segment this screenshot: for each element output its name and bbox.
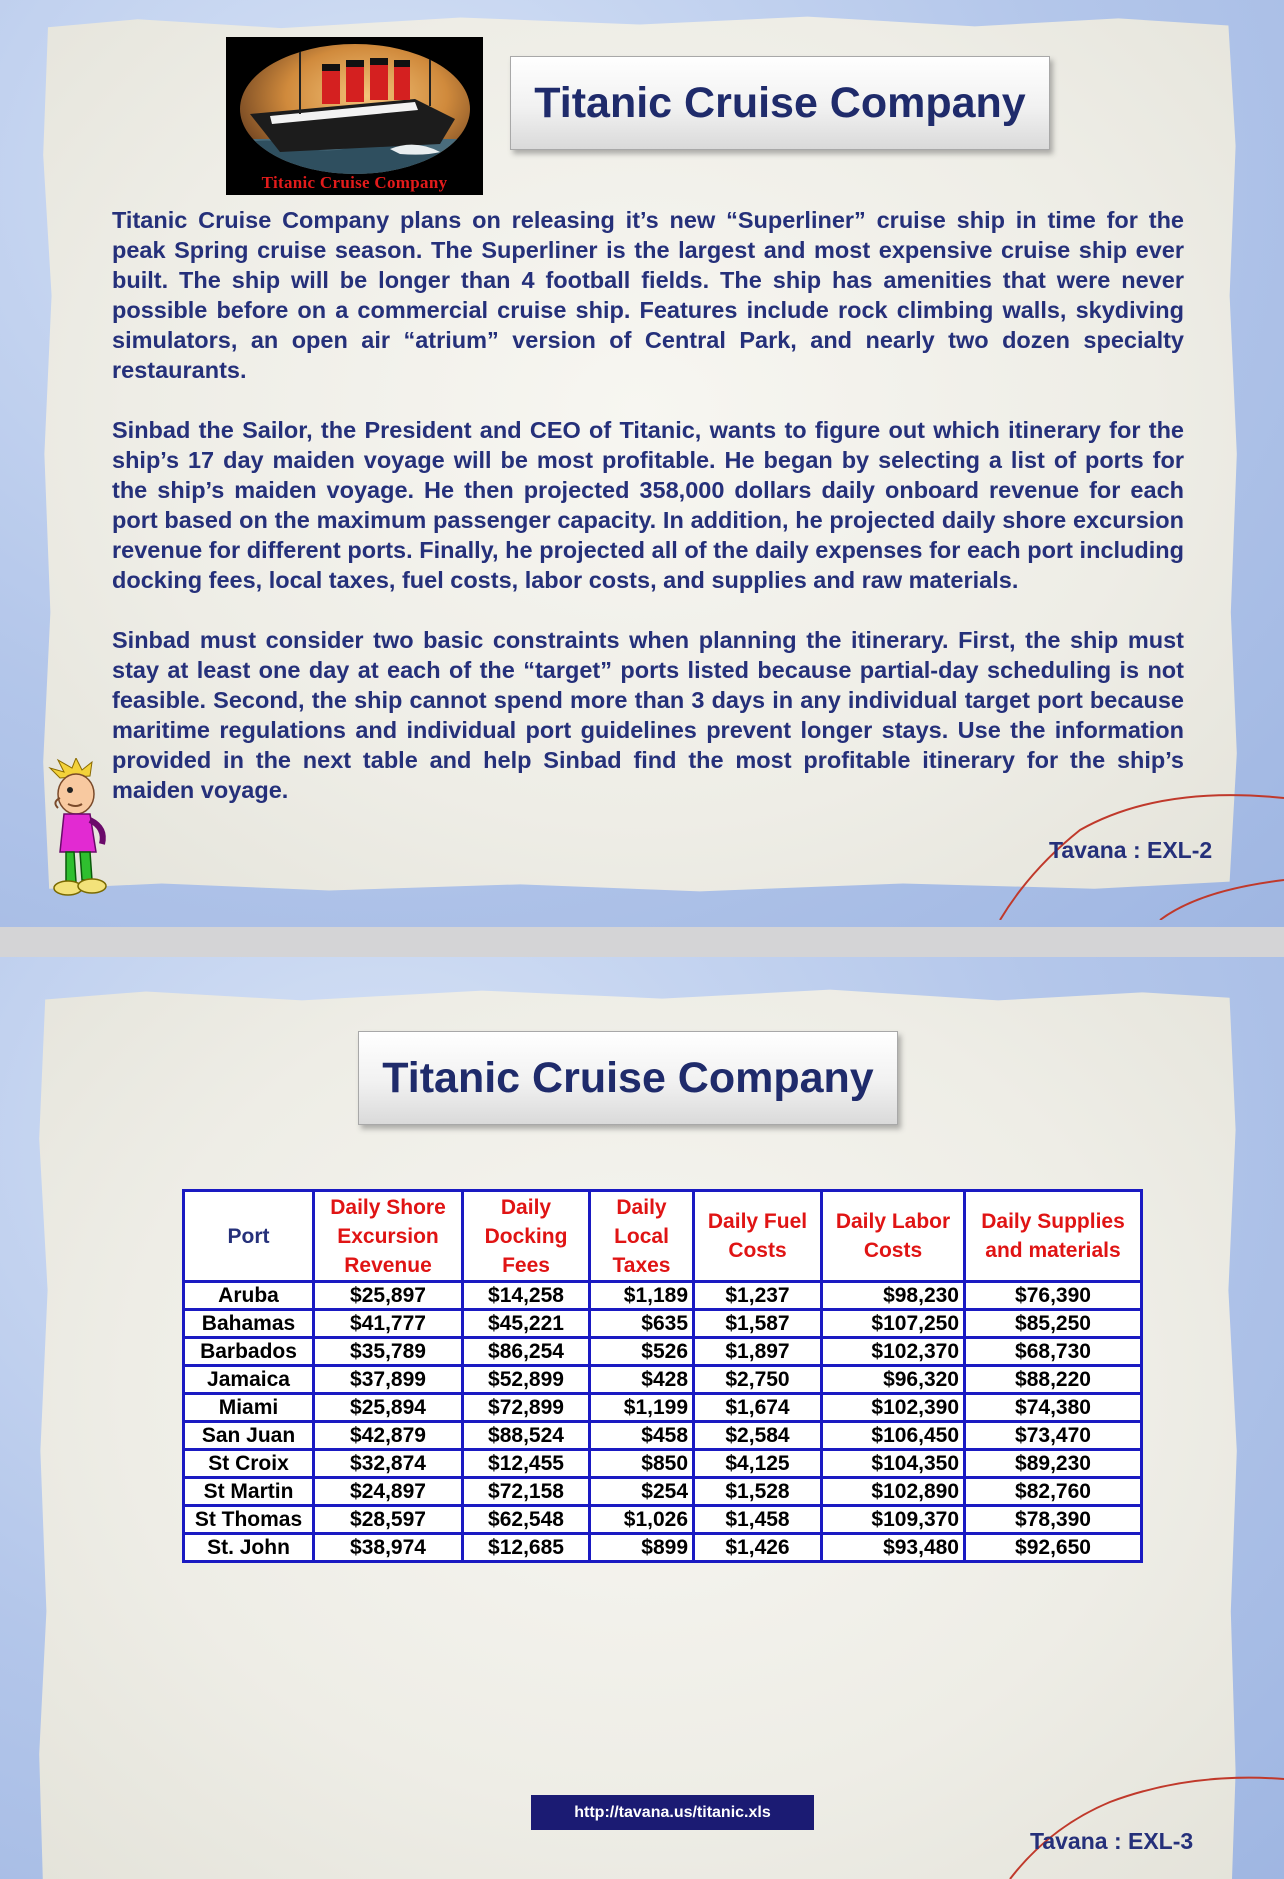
table-row [184, 1534, 1142, 1562]
description-text [112, 205, 1184, 805]
cell-docking: $12,685 [463, 1534, 590, 1562]
cell-fuel: $1,458 [694, 1506, 822, 1534]
cell-supplies: $85,250 [965, 1310, 1142, 1338]
cell-taxes: $428 [590, 1366, 694, 1394]
port-data-table [182, 1189, 1143, 1563]
cell-docking: $45,221 [463, 1310, 590, 1338]
cell-docking: $72,158 [463, 1478, 590, 1506]
cell-supplies: $88,220 [965, 1366, 1142, 1394]
cell-docking: $86,254 [463, 1338, 590, 1366]
cell-docking: $88,524 [463, 1422, 590, 1450]
cell-port: St Martin [184, 1478, 314, 1506]
cell-supplies: $73,470 [965, 1422, 1142, 1450]
cell-docking: $12,455 [463, 1450, 590, 1478]
cell-fuel: $1,426 [694, 1534, 822, 1562]
cell-fuel: $2,750 [694, 1366, 822, 1394]
cell-port: Miami [184, 1394, 314, 1422]
slide-divider [0, 927, 1284, 957]
cell-labor: $107,250 [822, 1310, 965, 1338]
cell-taxes: $254 [590, 1478, 694, 1506]
cell-port: St. John [184, 1534, 314, 1562]
table-row [184, 1338, 1142, 1366]
cell-fuel: $1,528 [694, 1478, 822, 1506]
table-row [184, 1450, 1142, 1478]
port-data-table-wrap [182, 1189, 1143, 1563]
cell-shore: $24,897 [314, 1478, 463, 1506]
cell-fuel: $1,674 [694, 1394, 822, 1422]
paragraph-3: Sinbad must consider two basic constraints when planning the itinerary. First, the ship must stay at least one day at each of the “target” ports listed because partial-day scheduling is not feasible. Second, the ship cannot spend more than 3 days in any individual target port because maritime regulations and individual port guidelines prevent longer stays. Use the information provided in the next table and help Sinbad find the most profitable itinerary for the ship’s maiden voyage. [112, 627, 1184, 803]
slide-title: Titanic Cruise Company [510, 56, 1050, 150]
header-supplies: Daily Supplies and materials [965, 1191, 1142, 1282]
cell-shore: $35,789 [314, 1338, 463, 1366]
cell-labor: $109,370 [822, 1506, 965, 1534]
cell-taxes: $899 [590, 1534, 694, 1562]
cell-taxes: $458 [590, 1422, 694, 1450]
slide-exl-2 [0, 0, 1284, 927]
table-row [184, 1310, 1142, 1338]
table-row [184, 1282, 1142, 1310]
cell-docking: $14,258 [463, 1282, 590, 1310]
cell-labor: $98,230 [822, 1282, 965, 1310]
cell-shore: $42,879 [314, 1422, 463, 1450]
logo-caption: Titanic Cruise Company [261, 173, 448, 192]
table-row [184, 1394, 1142, 1422]
cell-labor: $102,890 [822, 1478, 965, 1506]
cell-docking: $52,899 [463, 1366, 590, 1394]
cell-fuel: $1,237 [694, 1282, 822, 1310]
cell-supplies: $92,650 [965, 1534, 1142, 1562]
slide-footer: Tavana : EXL-2 [1049, 837, 1213, 863]
cell-shore: $38,974 [314, 1534, 463, 1562]
cell-supplies: $74,380 [965, 1394, 1142, 1422]
cell-supplies: $78,390 [965, 1506, 1142, 1534]
cell-shore: $37,899 [314, 1366, 463, 1394]
cell-port: San Juan [184, 1422, 314, 1450]
cell-taxes: $1,199 [590, 1394, 694, 1422]
cell-docking: $62,548 [463, 1506, 590, 1534]
cell-port: Jamaica [184, 1366, 314, 1394]
cell-port: St Croix [184, 1450, 314, 1478]
cell-port: Bahamas [184, 1310, 314, 1338]
slide-footer-exl-3: Tavana : EXL-3 [1030, 1828, 1194, 1854]
table-row [184, 1366, 1142, 1394]
cell-supplies: $89,230 [965, 1450, 1142, 1478]
cell-shore: $28,597 [314, 1506, 463, 1534]
red-thread-decoration [960, 1767, 1284, 1879]
cell-taxes: $1,189 [590, 1282, 694, 1310]
table-header-row [184, 1191, 1142, 1282]
paragraph-2: Sinbad the Sailor, the President and CEO of Titanic, wants to figure out which itinerary for the ship’s 17 day maiden voyage will be most profitable. He began by selecting a list of ports for the ship’s maiden voyage. He then projected 358,000 dollars daily onboard revenue for each port based on the maximum passenger capacity. In addition, he projected daily shore excursion revenue for different ports. Finally, he projected all of the daily expenses for each port including docking fees, local taxes, fuel costs, labor costs, and supplies and raw materials. [112, 417, 1184, 593]
cell-labor: $96,320 [822, 1366, 965, 1394]
cell-shore: $32,874 [314, 1450, 463, 1478]
header-labor-costs: Daily Labor Costs [822, 1191, 965, 1282]
data-file-link[interactable]: http://tavana.us/titanic.xls [531, 1795, 814, 1830]
table-row [184, 1506, 1142, 1534]
cell-fuel: $1,897 [694, 1338, 822, 1366]
cell-port: Barbados [184, 1338, 314, 1366]
table-row [184, 1422, 1142, 1450]
cell-taxes: $850 [590, 1450, 694, 1478]
cell-supplies: $76,390 [965, 1282, 1142, 1310]
cell-labor: $102,390 [822, 1394, 965, 1422]
cartoon-sailor-icon [46, 758, 118, 902]
ship-illustration [240, 44, 470, 174]
cell-labor: $106,450 [822, 1422, 965, 1450]
header-fuel-costs: Daily Fuel Costs [694, 1191, 822, 1282]
cell-labor: $104,350 [822, 1450, 965, 1478]
cell-shore: $41,777 [314, 1310, 463, 1338]
cell-fuel: $4,125 [694, 1450, 822, 1478]
header-docking-fees: Daily Docking Fees [463, 1191, 590, 1282]
cell-shore: $25,897 [314, 1282, 463, 1310]
cell-shore: $25,894 [314, 1394, 463, 1422]
header-local-taxes: Daily Local Taxes [590, 1191, 694, 1282]
table-slide-title: Titanic Cruise Company [358, 1031, 898, 1125]
cell-supplies: $68,730 [965, 1338, 1142, 1366]
cell-taxes: $635 [590, 1310, 694, 1338]
cell-labor: $102,370 [822, 1338, 965, 1366]
cell-labor: $93,480 [822, 1534, 965, 1562]
table-row [184, 1478, 1142, 1506]
header-shore-excursion: Daily Shore Excursion Revenue [314, 1191, 463, 1282]
cell-docking: $72,899 [463, 1394, 590, 1422]
cell-fuel: $1,587 [694, 1310, 822, 1338]
cell-port: St Thomas [184, 1506, 314, 1534]
cell-taxes: $1,026 [590, 1506, 694, 1534]
cell-taxes: $526 [590, 1338, 694, 1366]
paragraph-1: Titanic Cruise Company plans on releasing it’s new “Superliner” cruise ship in time for the peak Spring cruise season. The Superliner is the largest and most expensive cruise ship ever built. The ship will be longer than 4 football fields. The ship has amenities that were never possible before on a commercial cruise ship. Features include rock climbing walls, skydiving simulators, an open air “atrium” version of Central Park, and nearly two dozen specialty restaurants. [112, 207, 1184, 383]
cell-fuel: $2,584 [694, 1422, 822, 1450]
header-port: Port [184, 1191, 314, 1282]
company-logo [226, 37, 483, 195]
cell-supplies: $82,760 [965, 1478, 1142, 1506]
cell-port: Aruba [184, 1282, 314, 1310]
